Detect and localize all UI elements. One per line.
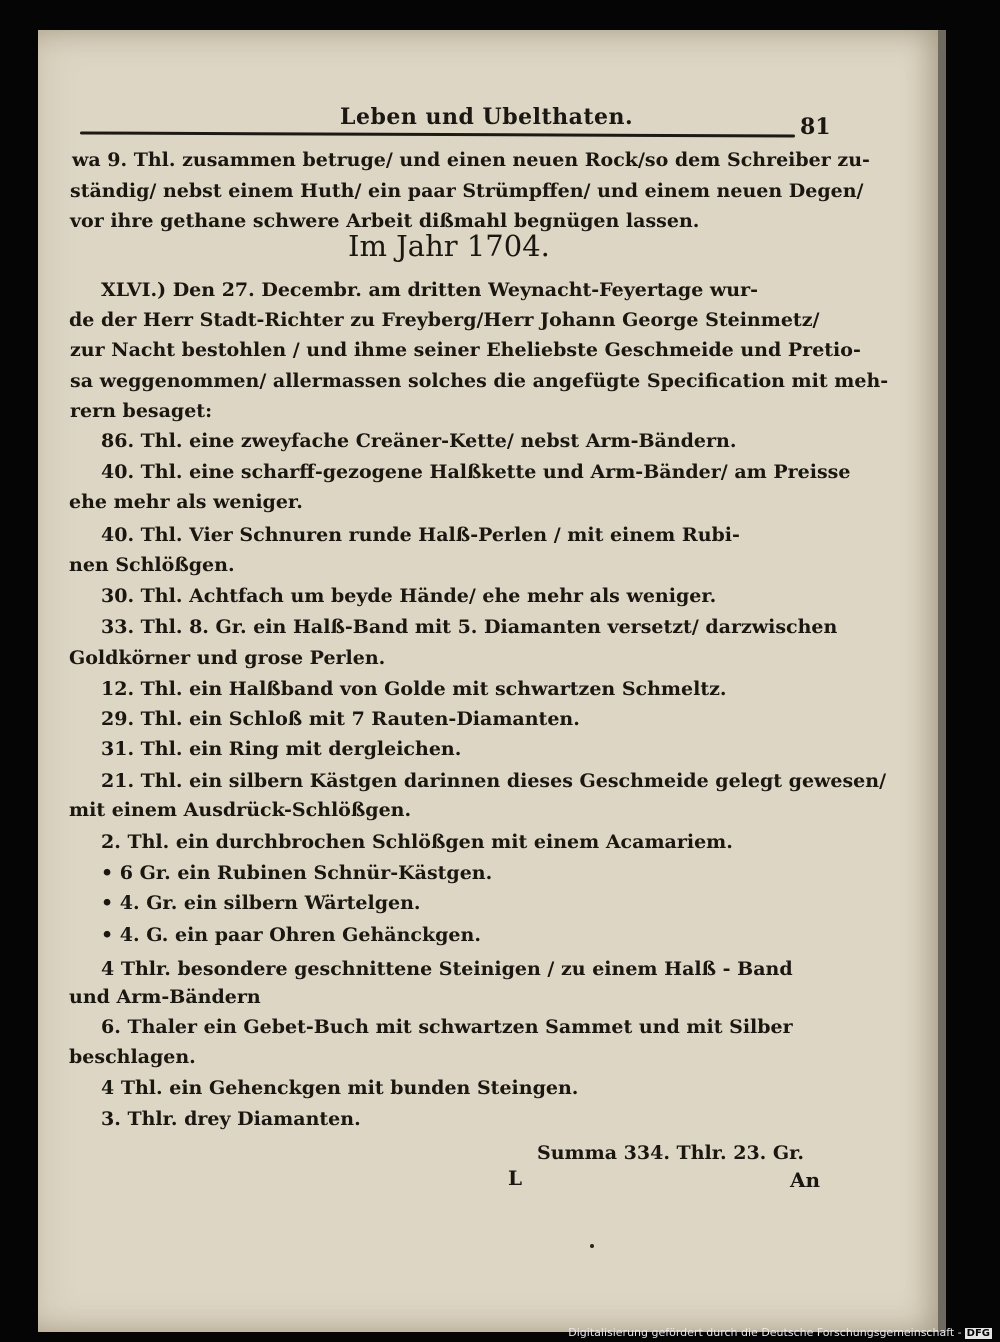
text-line: beschlagen. — [69, 1046, 196, 1068]
text-line: 6. Thaler ein Gebet-Buch mit schwartzen Sammet und mit Silber — [101, 1016, 793, 1038]
section-heading: Im Jahr 1704. — [348, 229, 550, 263]
text-line: 40. Thl. eine scharff-gezogene Halßkette und Arm-Bänder/ am Preisse — [101, 461, 851, 483]
text-line: wa 9. Thl. zusammen betruge/ und einen neuen Rock/so dem Schreiber zu- — [72, 149, 870, 171]
text-line: 2. Thl. ein durchbrochen Schlößgen mit einem Acamariem. — [101, 831, 733, 853]
text-line: 21. Thl. ein silbern Kästgen darinnen dieses Geschmeide gelegt gewesen/ — [101, 770, 887, 792]
text-line: 40. Thl. Vier Schnuren runde Halß-Perlen / mit einem Rubi- — [101, 524, 740, 546]
text-line: • 4. G. ein paar Ohren Gehänckgen. — [101, 924, 481, 946]
catchword: An — [790, 1168, 821, 1192]
text-line: mit einem Ausdrück-Schlößgen. — [69, 799, 412, 821]
digitization-credit — [568, 1326, 992, 1339]
text-line: vor ihre gethane schwere Arbeit dißmahl begnügen lassen. — [70, 210, 700, 232]
text-line: • 6 Gr. ein Rubinen Schnür-Kästgen. — [101, 862, 493, 884]
text-line: Goldkörner und grose Perlen. — [69, 647, 386, 669]
paper-speck — [590, 1244, 594, 1248]
text-line: und Arm-Bändern — [69, 986, 261, 1008]
sum-line: Summa 334. Thlr. 23. Gr. — [537, 1142, 805, 1164]
signature-mark: L — [508, 1166, 523, 1190]
text-line: XLVI.) Den 27. Decembr. am dritten Weynacht-Feyertage wur- — [101, 279, 758, 301]
text-line: de der Herr Stadt-Richter zu Freyberg/Herr Johann George Steinmetz/ — [69, 309, 820, 331]
text-line: 30. Thl. Achtfach um beyde Hände/ ehe mehr als weniger. — [101, 585, 717, 607]
dfg-logo: DFG — [966, 1328, 990, 1339]
page-number: 81 — [800, 114, 831, 140]
text-line: nen Schlößgen. — [69, 554, 235, 576]
credit-text: Digitalisierung gefördert durch die Deutsche Forschungsgemeinschaft - — [568, 1326, 962, 1339]
text-line: zur Nacht bestohlen / und ihme seiner Eheliebste Geschmeide und Pretio- — [70, 339, 861, 361]
text-line: 86. Thl. eine zweyfache Creäner-Kette/ nebst Arm-Bändern. — [101, 430, 737, 452]
text-line: 33. Thl. 8. Gr. ein Halß-Band mit 5. Diamanten versetzt/ darzwischen — [101, 616, 838, 638]
text-line: ehe mehr als weniger. — [69, 491, 303, 513]
text-line: sa weggenommen/ allermassen solches die angefügte Specification mit meh- — [70, 370, 889, 392]
running-head: Leben und Ubelthaten. — [340, 104, 634, 130]
text-line: 29. Thl. ein Schloß mit 7 Rauten-Diamanten. — [101, 708, 580, 730]
text-line: 4 Thlr. besondere geschnittene Steinigen / zu einem Halß - Band — [101, 958, 793, 980]
text-line: 3. Thlr. drey Diamanten. — [101, 1108, 361, 1130]
text-line: 12. Thl. ein Halßband von Golde mit schwartzen Schmeltz. — [101, 678, 727, 700]
page-edge-shadow — [938, 30, 946, 1332]
text-line: rern besaget: — [70, 400, 213, 422]
text-line: 4 Thl. ein Gehenckgen mit bunden Steingen. — [101, 1077, 579, 1099]
text-line: 31. Thl. ein Ring mit dergleichen. — [101, 738, 462, 760]
text-line: • 4. Gr. ein silbern Wärtelgen. — [101, 892, 421, 914]
text-line: ständig/ nebst einem Huth/ ein paar Strümpffen/ und einem neuen Degen/ — [70, 180, 864, 202]
